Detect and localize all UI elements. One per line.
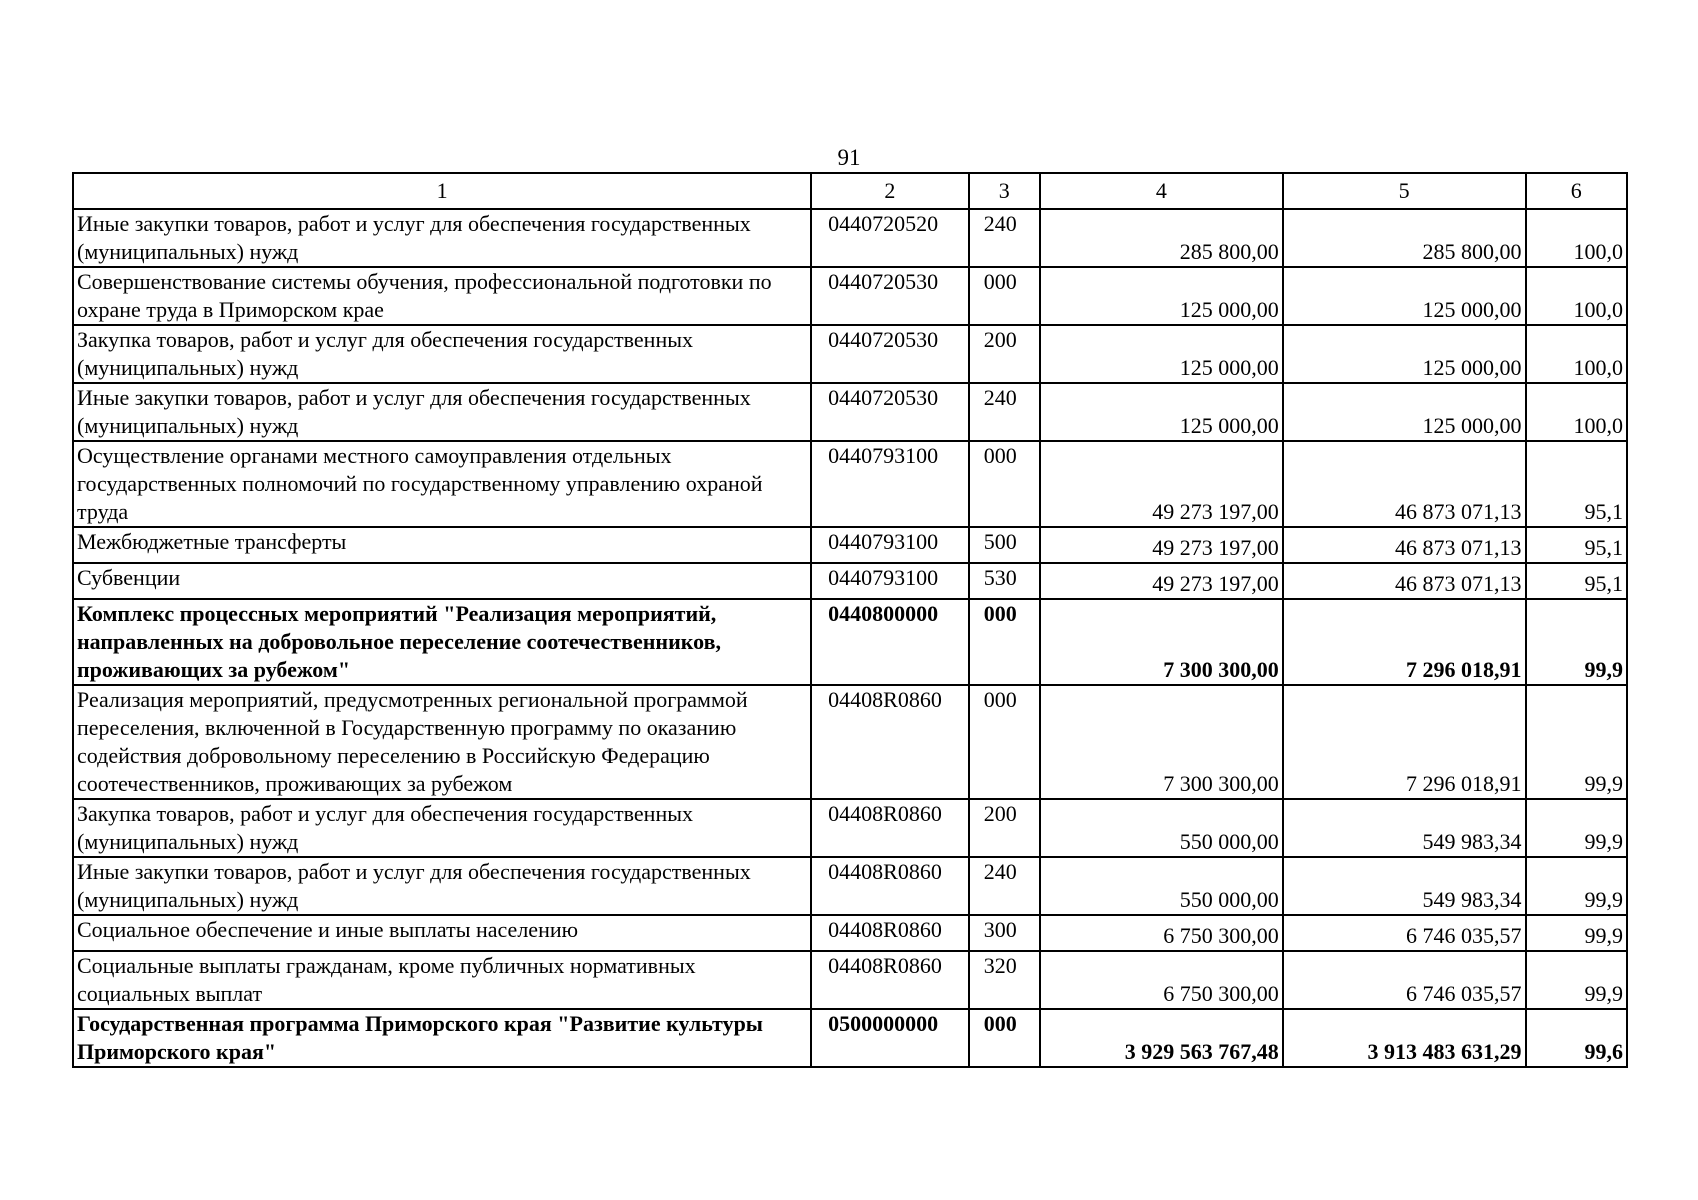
table-row: [73, 599, 1627, 685]
row-vr: 240: [969, 383, 1040, 441]
row-vr: 530: [969, 563, 1040, 599]
row-code: 0440720530: [811, 383, 969, 441]
row-fact: 6 746 035,57: [1283, 951, 1526, 1009]
row-name: Иные закупки товаров, работ и услуг для обеспечения государственных (муниципальных) нужд: [73, 857, 811, 915]
row-plan: 125 000,00: [1040, 267, 1283, 325]
row-name: Субвенции: [73, 563, 811, 599]
table-body: [73, 173, 1627, 1067]
row-vr: 000: [969, 441, 1040, 527]
header-col-3: 3: [969, 173, 1040, 209]
row-name: Осуществление органами местного самоуправления отдельных государственных полномочий по государственному управлению охраной труда: [73, 441, 811, 527]
table-row: [73, 915, 1627, 951]
row-vr: 000: [969, 599, 1040, 685]
row-plan: 49 273 197,00: [1040, 563, 1283, 599]
row-pct: 99,9: [1526, 915, 1627, 951]
row-code: 0440720520: [811, 209, 969, 267]
budget-execution-table: [72, 172, 1628, 1068]
row-pct: 100,0: [1526, 325, 1627, 383]
row-plan: 3 929 563 767,48: [1040, 1009, 1283, 1067]
row-plan: 550 000,00: [1040, 799, 1283, 857]
row-fact: 46 873 071,13: [1283, 527, 1526, 563]
row-code: 0440793100: [811, 441, 969, 527]
table-row: [73, 441, 1627, 527]
row-code: 04408R0860: [811, 857, 969, 915]
row-vr: 200: [969, 325, 1040, 383]
header-col-6: 6: [1526, 173, 1627, 209]
row-vr: 300: [969, 915, 1040, 951]
row-pct: 99,9: [1526, 599, 1627, 685]
row-plan: 6 750 300,00: [1040, 915, 1283, 951]
row-name: Иные закупки товаров, работ и услуг для обеспечения государственных (муниципальных) нужд: [73, 383, 811, 441]
row-plan: 6 750 300,00: [1040, 951, 1283, 1009]
row-name: Государственная программа Приморского края "Развитие культуры Приморского края": [73, 1009, 811, 1067]
row-fact: 549 983,34: [1283, 857, 1526, 915]
row-pct: 99,6: [1526, 1009, 1627, 1067]
table-row: [73, 799, 1627, 857]
row-name: Комплекс процессных мероприятий "Реализация мероприятий, направленных на добровольное переселение соотечественников, проживающих за рубежом": [73, 599, 811, 685]
row-name: Реализация мероприятий, предусмотренных региональной программой переселения, включенной в Государственную программу по оказанию содействия добровольному переселению в Российскую Федерацию соотечественников, проживающих за рубежом: [73, 685, 811, 799]
table-header-row: [73, 173, 1627, 209]
row-fact: 125 000,00: [1283, 267, 1526, 325]
header-col-1: 1: [73, 173, 811, 209]
row-pct: 95,1: [1526, 527, 1627, 563]
row-plan: 125 000,00: [1040, 383, 1283, 441]
table-row: [73, 383, 1627, 441]
row-code: 0440800000: [811, 599, 969, 685]
row-plan: 550 000,00: [1040, 857, 1283, 915]
table-row: [73, 685, 1627, 799]
row-code: 04408R0860: [811, 915, 969, 951]
row-vr: 500: [969, 527, 1040, 563]
table-row: [73, 563, 1627, 599]
row-pct: 95,1: [1526, 563, 1627, 599]
row-vr: 320: [969, 951, 1040, 1009]
row-pct: 99,9: [1526, 951, 1627, 1009]
table-row: [73, 1009, 1627, 1067]
row-plan: 125 000,00: [1040, 325, 1283, 383]
row-pct: 100,0: [1526, 383, 1627, 441]
row-fact: 125 000,00: [1283, 325, 1526, 383]
row-name: Иные закупки товаров, работ и услуг для обеспечения государственных (муниципальных) нужд: [73, 209, 811, 267]
row-code: 0440720530: [811, 267, 969, 325]
table-row: [73, 325, 1627, 383]
row-plan: 7 300 300,00: [1040, 685, 1283, 799]
row-fact: 46 873 071,13: [1283, 441, 1526, 527]
table-row: [73, 951, 1627, 1009]
row-name: Социальные выплаты гражданам, кроме публичных нормативных социальных выплат: [73, 951, 811, 1009]
row-code: 0440720530: [811, 325, 969, 383]
row-code: 0440793100: [811, 527, 969, 563]
page-number-text: 91: [837, 145, 861, 170]
row-vr: 200: [969, 799, 1040, 857]
header-col-2: 2: [811, 173, 969, 209]
row-code: 04408R0860: [811, 799, 969, 857]
row-plan: 285 800,00: [1040, 209, 1283, 267]
row-fact: 285 800,00: [1283, 209, 1526, 267]
row-fact: 3 913 483 631,29: [1283, 1009, 1526, 1067]
row-fact: 549 983,34: [1283, 799, 1526, 857]
row-code: 04408R0860: [811, 685, 969, 799]
table-row: [73, 527, 1627, 563]
row-pct: 95,1: [1526, 441, 1627, 527]
table-row: [73, 267, 1627, 325]
table-row: [73, 209, 1627, 267]
row-name: Закупка товаров, работ и услуг для обеспечения государственных (муниципальных) нужд: [73, 325, 811, 383]
row-vr: 000: [969, 685, 1040, 799]
row-fact: 7 296 018,91: [1283, 599, 1526, 685]
row-pct: 100,0: [1526, 267, 1627, 325]
row-code: 04408R0860: [811, 951, 969, 1009]
row-vr: 240: [969, 209, 1040, 267]
row-plan: 49 273 197,00: [1040, 527, 1283, 563]
page-number: [0, 146, 1698, 170]
row-name: Совершенствование системы обучения, профессиональной подготовки по охране труда в Приморском крае: [73, 267, 811, 325]
row-plan: 7 300 300,00: [1040, 599, 1283, 685]
row-plan: 49 273 197,00: [1040, 441, 1283, 527]
row-fact: 125 000,00: [1283, 383, 1526, 441]
row-name: Межбюджетные трансферты: [73, 527, 811, 563]
header-col-5: 5: [1283, 173, 1526, 209]
row-code: 0440793100: [811, 563, 969, 599]
row-pct: 99,9: [1526, 685, 1627, 799]
row-vr: 240: [969, 857, 1040, 915]
header-col-4: 4: [1040, 173, 1283, 209]
row-pct: 99,9: [1526, 857, 1627, 915]
row-vr: 000: [969, 1009, 1040, 1067]
row-fact: 7 296 018,91: [1283, 685, 1526, 799]
row-name: Закупка товаров, работ и услуг для обеспечения государственных (муниципальных) нужд: [73, 799, 811, 857]
row-fact: 6 746 035,57: [1283, 915, 1526, 951]
row-name: Социальное обеспечение и иные выплаты населению: [73, 915, 811, 951]
row-fact: 46 873 071,13: [1283, 563, 1526, 599]
row-vr: 000: [969, 267, 1040, 325]
table-row: [73, 857, 1627, 915]
row-code: 0500000000: [811, 1009, 969, 1067]
row-pct: 99,9: [1526, 799, 1627, 857]
row-pct: 100,0: [1526, 209, 1627, 267]
